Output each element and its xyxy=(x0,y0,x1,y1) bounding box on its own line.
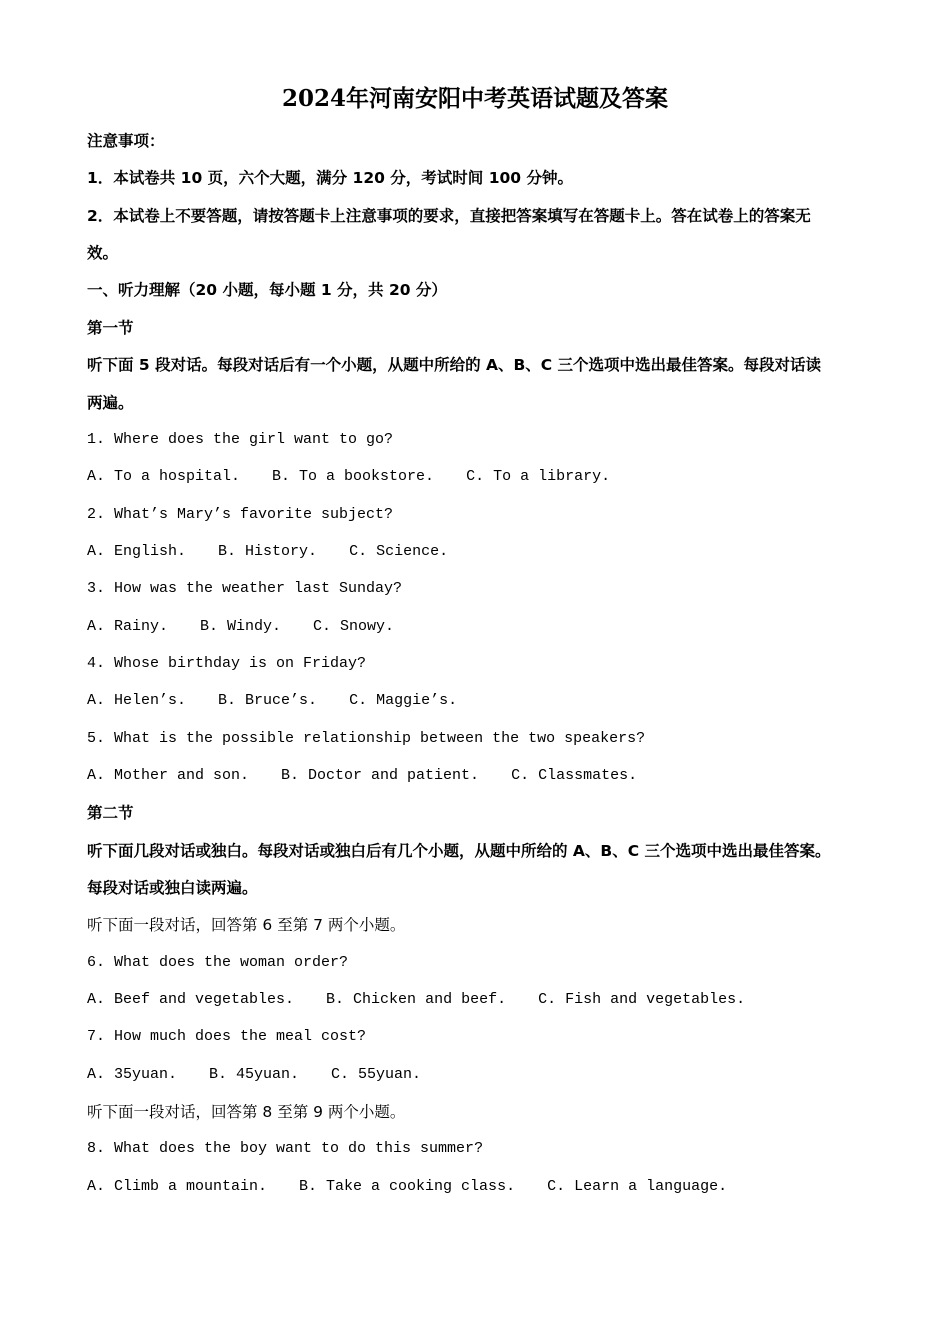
question-3-options xyxy=(87,614,877,640)
section-2-instruction-line-1: 听下面几段对话或独白。每段对话或独白后有几个小题，从题中所给的 A、B、C 三个选项中选出最佳答案。 xyxy=(87,842,831,860)
question-3: 3. How was the weather last Sunday? xyxy=(87,580,403,597)
option-a: A. Mother and son. xyxy=(87,767,250,784)
question-8: 8. What does the boy want to do this summer? xyxy=(87,1140,484,1157)
option-c: C. Classmates. xyxy=(511,767,638,784)
option-b: B. Chicken and beef. xyxy=(326,991,507,1008)
option-b: B. Windy. xyxy=(200,618,282,635)
option-b: B. To a bookstore. xyxy=(272,468,435,485)
option-c: C. To a library. xyxy=(466,468,611,485)
question-2: 2. What’s Mary’s favorite subject? xyxy=(87,506,394,523)
option-a: A. To a hospital. xyxy=(87,468,241,485)
question-5-options xyxy=(87,763,877,789)
notice-item-2-line-2: 效。 xyxy=(87,244,119,262)
option-a: A. Helen’s. xyxy=(87,692,187,709)
notice-heading: 注意事项： xyxy=(87,132,165,150)
question-2-options xyxy=(87,539,877,565)
option-b: B. Bruce’s. xyxy=(218,692,318,709)
question-6: 6. What does the woman order? xyxy=(87,954,349,971)
section-1-instruction-line-2: 两遍。 xyxy=(87,394,134,412)
section-2-heading: 第二节 xyxy=(87,804,134,822)
option-a: A. English. xyxy=(87,543,187,560)
question-7-options xyxy=(87,1062,877,1088)
option-b: B. History. xyxy=(218,543,318,560)
option-c: C. Learn a language. xyxy=(547,1178,728,1195)
notice-item-1: 1．本试卷共 10 页，六个大题，满分 120 分，考试时间 100 分钟。 xyxy=(87,169,573,187)
question-6-options xyxy=(87,987,877,1013)
question-1: 1. Where does the girl want to go? xyxy=(87,431,394,448)
section-1-heading: 第一节 xyxy=(87,319,134,337)
part-1-heading: 一、听力理解（20 小题，每小题 1 分，共 20 分） xyxy=(87,281,447,299)
question-4-options xyxy=(87,688,877,714)
option-c: C. Snowy. xyxy=(313,618,395,635)
question-7: 7. How much does the meal cost? xyxy=(87,1028,367,1045)
option-a: A. Beef and vegetables. xyxy=(87,991,295,1008)
option-b: B. 45yuan. xyxy=(209,1066,300,1083)
option-b: B. Take a cooking class. xyxy=(299,1178,516,1195)
question-4: 4. Whose birthday is on Friday? xyxy=(87,655,367,672)
option-b: B. Doctor and patient. xyxy=(281,767,480,784)
option-c: C. Maggie’s. xyxy=(349,692,458,709)
option-c: C. 55yuan. xyxy=(331,1066,422,1083)
option-a: A. Climb a mountain. xyxy=(87,1178,268,1195)
section-2-instruction-line-2: 每段对话或独白读两遍。 xyxy=(87,879,258,897)
dialogue-intro-8-9: 听下面一段对话，回答第 8 至第 9 两个小题。 xyxy=(87,1103,406,1121)
option-c: C. Science. xyxy=(349,543,449,560)
section-1-instruction-line-1: 听下面 5 段对话。每段对话后有一个小题，从题中所给的 A、B、C 三个选项中选出最佳答案。每段对话读 xyxy=(87,356,822,374)
dialogue-intro-6-7: 听下面一段对话，回答第 6 至第 7 两个小题。 xyxy=(87,916,406,934)
option-c: C. Fish and vegetables. xyxy=(538,991,746,1008)
question-5: 5. What is the possible relationship between the two speakers? xyxy=(87,730,646,747)
notice-item-2-line-1: 2．本试卷上不要答题，请按答题卡上注意事项的要求，直接把答案填写在答题卡上。答在试卷上的答案无 xyxy=(87,207,811,225)
option-a: A. Rainy. xyxy=(87,618,169,635)
option-a: A. 35yuan. xyxy=(87,1066,178,1083)
question-8-options xyxy=(87,1174,877,1200)
page-title: 2024年河南安阳中考英语试题及答案 xyxy=(281,85,668,112)
question-1-options xyxy=(87,464,877,490)
